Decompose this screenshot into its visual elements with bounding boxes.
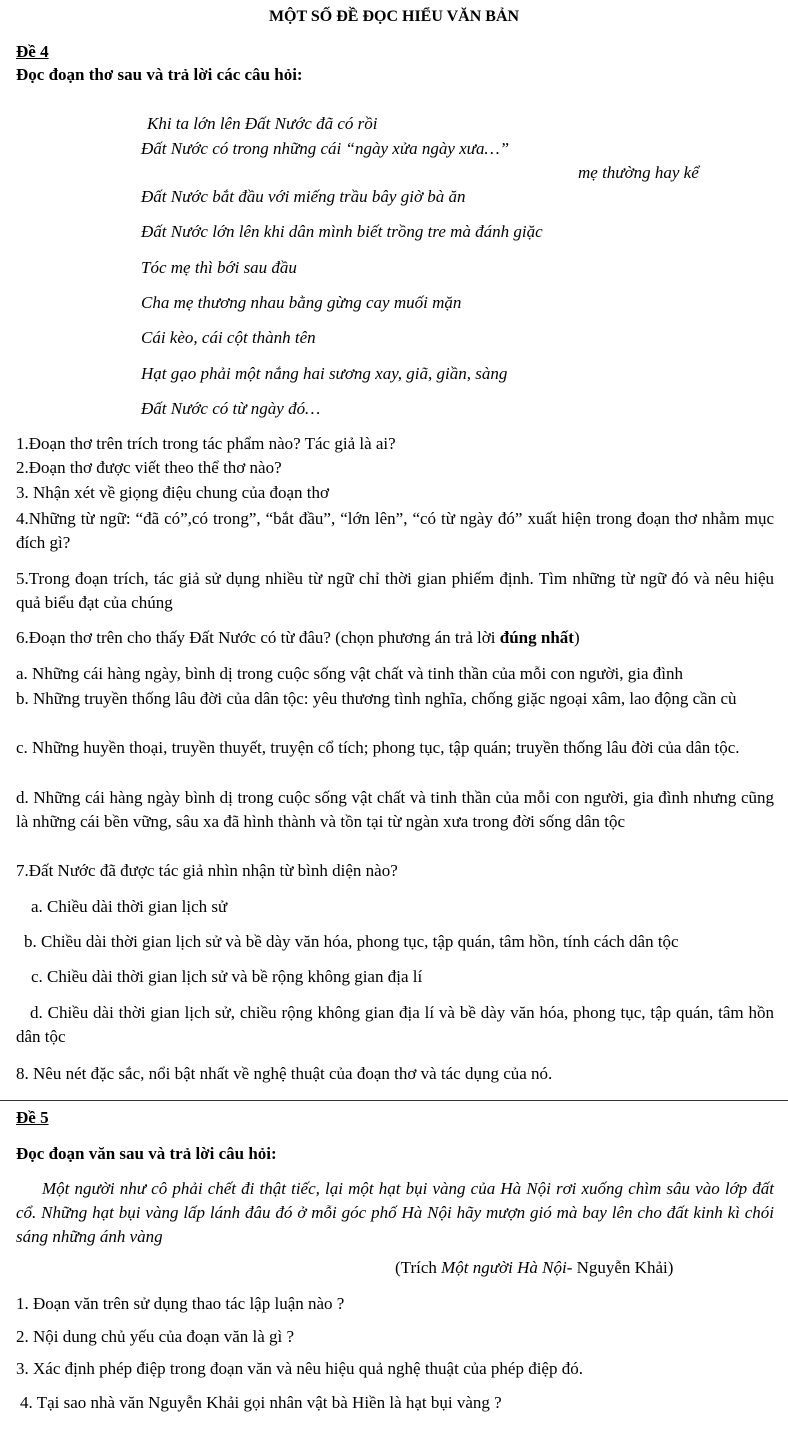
question-4: 4.Những từ ngữ: “đã có”,có trong”, “bắt đầu”, “lớn lên”, “có từ ngày đó” xuất hiện trong đoạn thơ nhằm mục đích gì?: [16, 509, 774, 552]
poem-line: mẹ thường hay kể: [578, 163, 699, 182]
poem-line: Cái kèo, cái cột thành tên: [141, 328, 316, 347]
question-7: 7.Đất Nước đã được tác giả nhìn nhận từ bình diện nào?: [16, 861, 398, 880]
question-2: 2. Nội dung chủ yếu của đoạn văn là gì ?: [16, 1327, 295, 1346]
poem-line: Hạt gạo phải một nắng hai sương xay, giã, giần, sàng: [141, 364, 508, 383]
page-title: MỘT SỐ ĐỀ ĐỌC HIỂU VĂN BẢN: [268, 8, 520, 25]
section-divider: [0, 1100, 788, 1101]
poem-line: Đất Nước lớn lên khi dân mình biết trồng tre mà đánh giặc: [141, 222, 543, 241]
question-6-end: ): [573, 628, 580, 647]
option-d: d. Chiều dài thời gian lịch sử, chiều rộng không gian địa lí và bề dày văn hóa, phong tục, tập quán, tâm hồn dân tộc: [16, 1003, 774, 1046]
question-2: 2.Đoạn thơ được viết theo thể thơ nào?: [16, 458, 282, 477]
de4-heading: Đề 4: [16, 42, 49, 61]
option-a: a. Những cái hàng ngày, bình dị trong cuộc sống vật chất và tinh thần của mỗi con người, gia đình: [16, 664, 683, 683]
passage: Một người như cô phải chết đi thật tiếc, lại một hạt bụi vàng của Hà Nội rơi xuống chìm sâu vào lớp đất cổ. Những hạt bụi vàng lấp lánh đâu đó ở mỗi góc phố Hà Nội hãy mượn gió mà bay lên cho đất kinh kì chói sáng những ánh vàng: [16, 1179, 774, 1246]
question-1: 1. Đoạn văn trên sử dụng thao tác lập luận nào ?: [16, 1294, 345, 1313]
source-prefix: (Trích: [395, 1258, 442, 1277]
question-1: 1.Đoạn thơ trên trích trong tác phẩm nào? Tác giả là ai?: [16, 434, 396, 453]
source-title: Một người Hà Nội: [441, 1258, 567, 1277]
poem-line: Khi ta lớn lên Đất Nước đã có rồi: [147, 114, 378, 133]
poem-line: Cha mẹ thương nhau bằng gừng cay muối mặn: [141, 293, 462, 312]
de5-heading: Đề 5: [16, 1108, 49, 1127]
option-d: d. Những cái hàng ngày bình dị trong cuộc sống vật chất và tinh thần của mỗi con người, gia đình nhưng cũng là những cái bền vững, sâu xa đã hình thành và tồn tại từ ngàn xưa trong đời sống dân tộc: [16, 788, 774, 831]
poem-line: Đất Nước có từ ngày đó…: [141, 399, 321, 418]
question-3: 3. Nhận xét về giọng điệu chung của đoạn thơ: [16, 483, 330, 502]
poem-line: Tóc mẹ thì bới sau đầu: [141, 258, 297, 277]
option-a: a. Chiều dài thời gian lịch sử: [31, 897, 228, 916]
source-suffix: - Nguyễn Khải): [566, 1258, 674, 1277]
question-6-emphasis: đúng nhất: [499, 628, 574, 647]
de4-instruction: Đọc đoạn thơ sau và trả lời các câu hỏi:: [16, 65, 303, 84]
source-citation: [395, 1256, 774, 1280]
question-8: 8. Nêu nét đặc sắc, nổi bật nhất về nghệ thuật của đoạn thơ và tác dụng của nó.: [16, 1064, 553, 1083]
option-c: c. Chiều dài thời gian lịch sử và bề rộng không gian địa lí: [31, 967, 423, 986]
question-4: 4. Tại sao nhà văn Nguyễn Khải gọi nhân vật bà Hiền là hạt bụi vàng ?: [20, 1393, 502, 1412]
question-3: 3. Xác định phép điệp trong đoạn văn và nêu hiệu quả nghệ thuật của phép điệp đó.: [16, 1359, 583, 1378]
option-c: c. Những huyền thoại, truyền thuyết, truyện cổ tích; phong tục, tập quán; truyền thống lâu đời của dân tộc.: [16, 738, 740, 757]
question-6-text: 6.Đoạn thơ trên cho thấy Đất Nước có từ đâu? (chọn phương án trả lời: [16, 628, 500, 647]
poem-line: Đất Nước bắt đầu với miếng trầu bây giờ bà ăn: [141, 187, 466, 206]
de5-instruction: Đọc đoạn văn sau và trả lời câu hỏi:: [16, 1144, 277, 1163]
question-6: [16, 626, 774, 650]
option-b: b. Chiều dài thời gian lịch sử và bề dày văn hóa, phong tục, tập quán, tâm hồn, tính cách dân tộc: [24, 932, 679, 951]
poem-line: Đất Nước có trong những cái “ngày xửa ngày xưa…”: [141, 139, 510, 158]
question-5: 5.Trong đoạn trích, tác giả sử dụng nhiều từ ngữ chỉ thời gian phiếm định. Tìm những từ ngữ đó và nêu hiệu quả biểu đạt của chúng: [16, 569, 774, 612]
option-b: b. Những truyền thống lâu đời của dân tộc: yêu thương tình nghĩa, chống giặc ngoại xâm, lao động cần cù: [16, 689, 737, 708]
